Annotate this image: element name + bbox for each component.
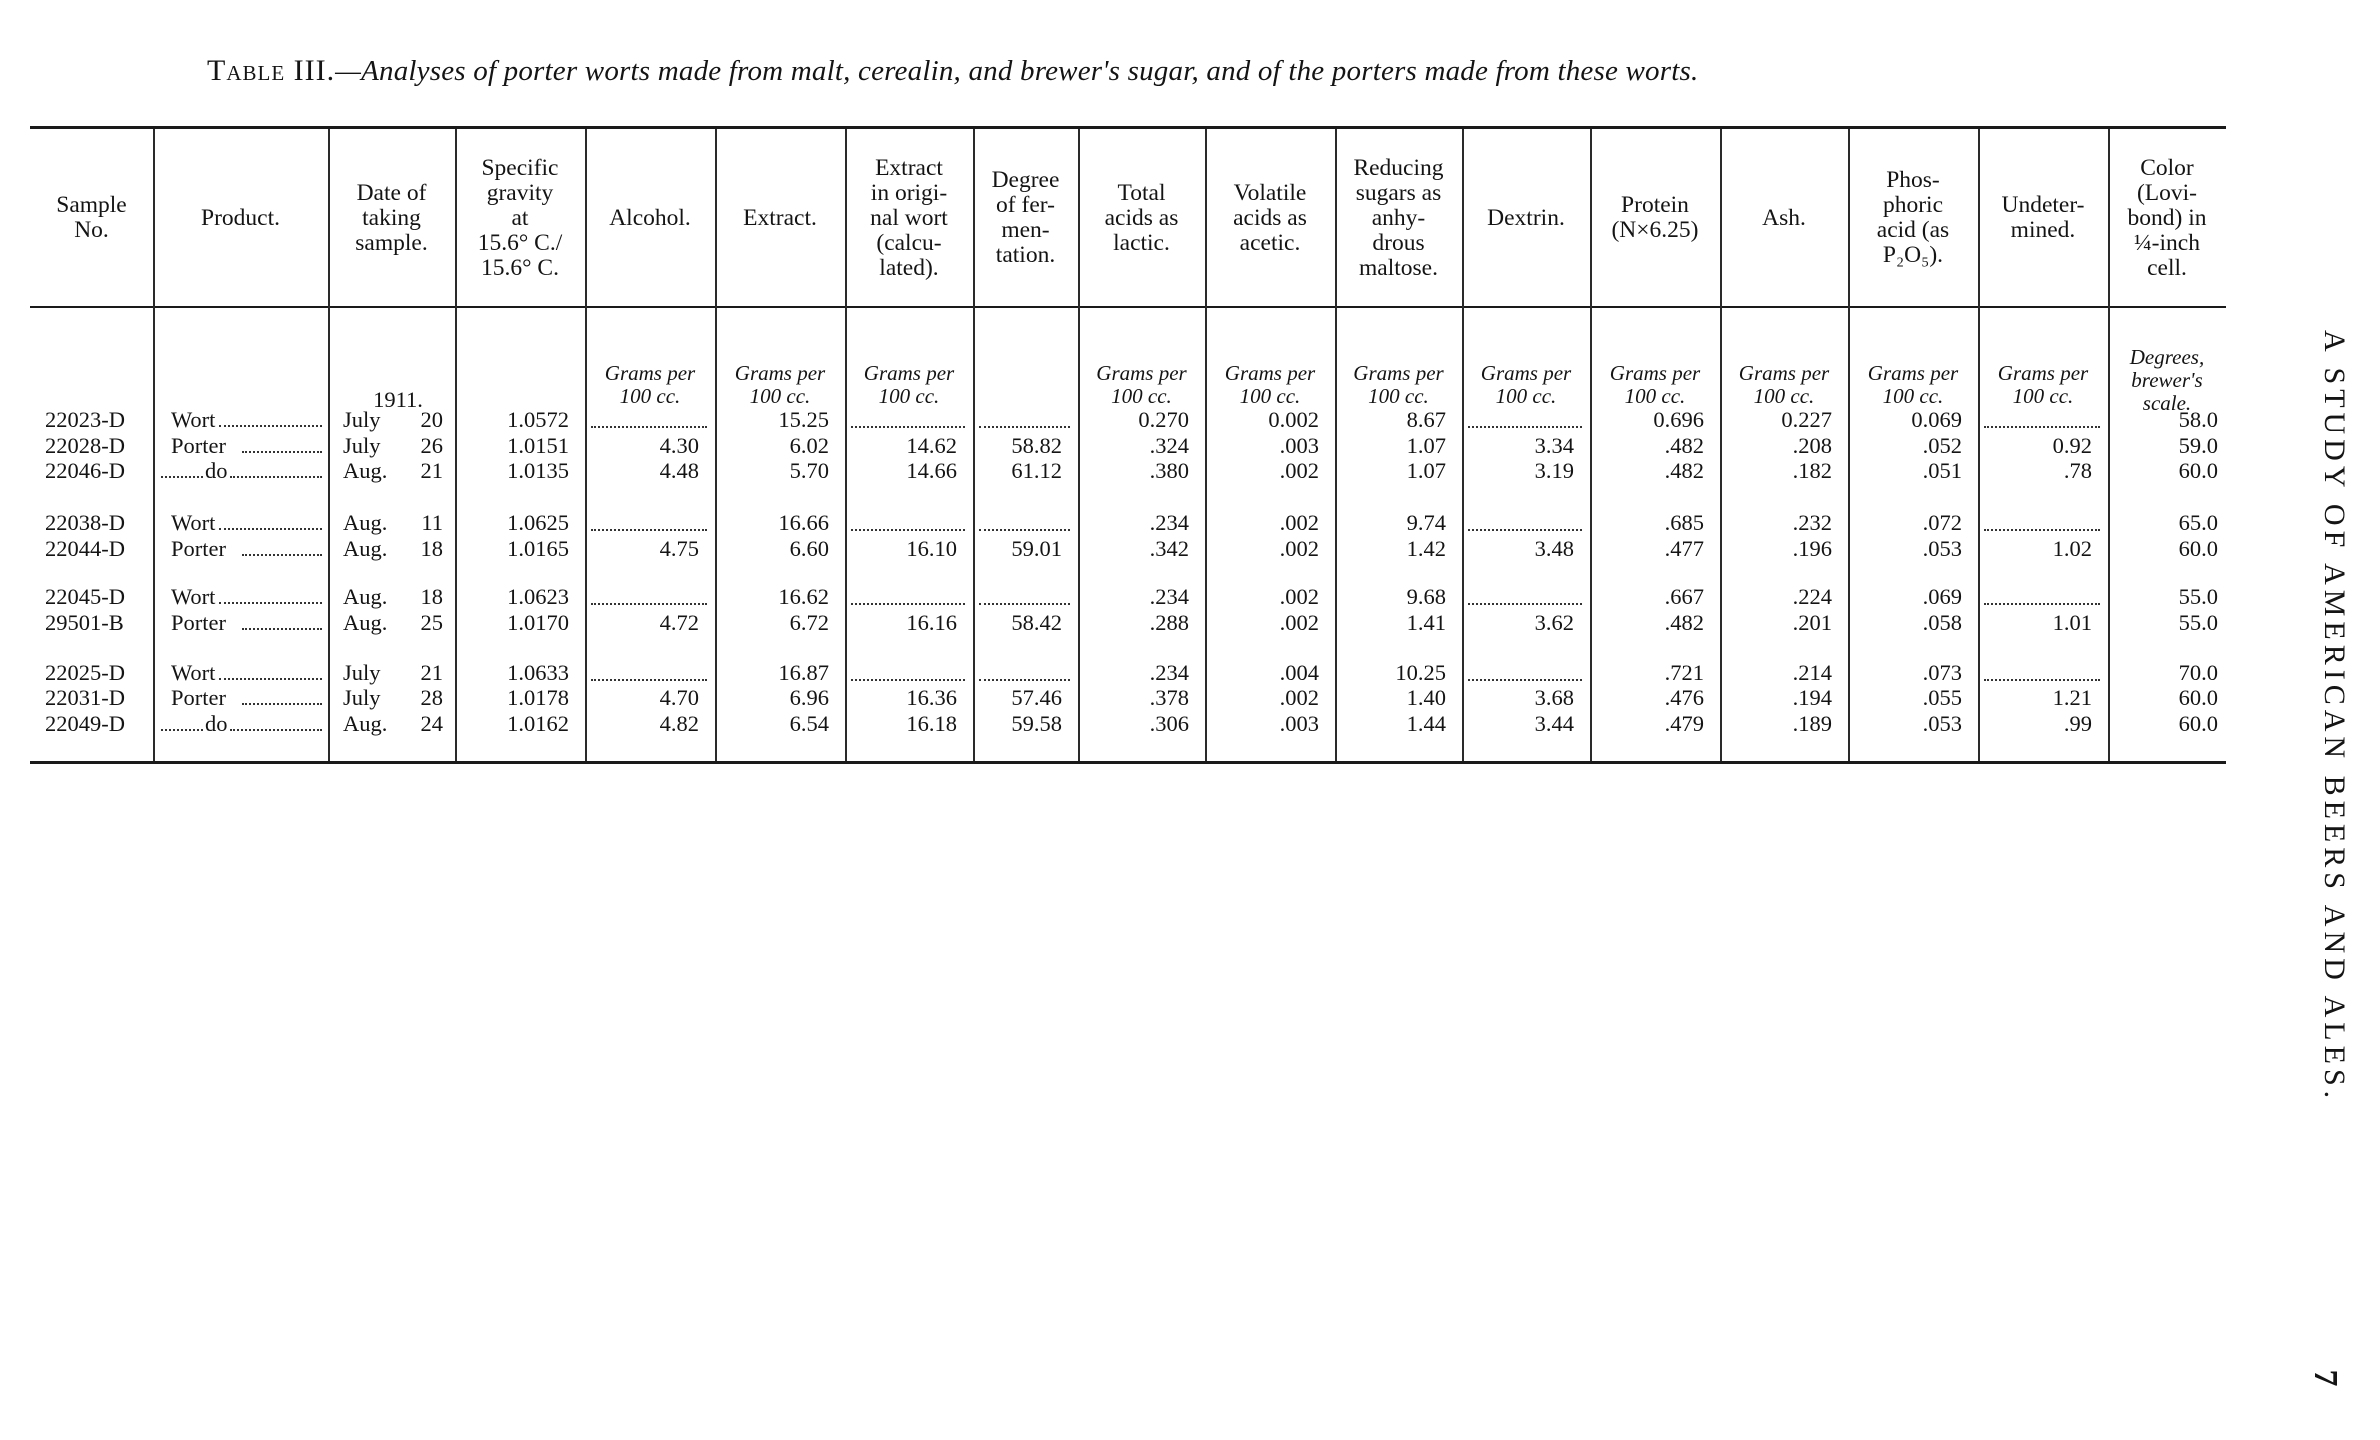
- column-header: Color (Lovi- bond) in ¼-inch cell.: [2127, 154, 2207, 281]
- date-day: 25: [420, 610, 443, 635]
- empty-cell: [851, 529, 965, 531]
- value-cell: 1.44: [1406, 711, 1446, 736]
- empty-cell: [1984, 603, 2100, 605]
- value-cell: .002: [1279, 584, 1319, 609]
- dot-leader: [219, 425, 322, 427]
- empty-cell: [979, 603, 1070, 605]
- value-cell: 0.069: [1911, 407, 1962, 432]
- date-month: Aug.: [343, 711, 388, 736]
- value-cell: 3.44: [1534, 711, 1574, 736]
- sample-no: 29501-B: [45, 610, 124, 635]
- sample-no: 22049-D: [45, 711, 125, 736]
- value-cell: .721: [1664, 660, 1704, 685]
- value-cell: .003: [1279, 433, 1319, 458]
- value-cell: .378: [1149, 685, 1189, 710]
- value-cell: .072: [1922, 510, 1962, 535]
- empty-cell: [591, 603, 707, 605]
- value-cell: 1.21: [2052, 685, 2092, 710]
- value-cell: 4.30: [659, 433, 699, 458]
- dot-leader: [242, 628, 322, 630]
- value-cell: .058: [1922, 610, 1962, 635]
- empty-cell: [851, 426, 965, 428]
- column-header: Volatile acids as acetic.: [1233, 179, 1307, 256]
- date-day: 28: [420, 685, 443, 710]
- value-cell: 55.0: [2178, 584, 2218, 609]
- value-cell: 3.19: [1534, 458, 1574, 483]
- table-top-rule: [30, 126, 2226, 129]
- date-day: 18: [420, 536, 443, 561]
- dot-leader: [161, 729, 203, 731]
- value-cell: .182: [1792, 458, 1832, 483]
- column-header: Undeter- mined.: [2001, 192, 2085, 243]
- value-cell: .051: [1922, 458, 1962, 483]
- value-cell: 6.60: [789, 536, 829, 561]
- value-cell: 61.12: [1011, 458, 1062, 483]
- date-day: 20: [420, 407, 443, 432]
- unit-label: Grams per 100 cc.: [1096, 361, 1187, 408]
- empty-cell: [851, 679, 965, 681]
- date-day: 21: [420, 458, 443, 483]
- value-cell: .324: [1149, 433, 1189, 458]
- value-cell: 55.0: [2178, 610, 2218, 635]
- caption-text: —Analyses of porter worts made from malt, cerealin, and brewer's sugar, and of the porters made from these worts.: [335, 55, 1699, 87]
- value-cell: 65.0: [2178, 510, 2218, 535]
- value-cell: 58.82: [1011, 433, 1062, 458]
- column-header: Alcohol.: [609, 204, 691, 231]
- value-cell: 3.62: [1534, 610, 1574, 635]
- value-cell: .234: [1149, 510, 1189, 535]
- value-cell: .476: [1664, 685, 1704, 710]
- value-cell: 59.01: [1011, 536, 1062, 561]
- dot-leader: [242, 554, 322, 556]
- unit-label: Grams per 100 cc.: [863, 361, 955, 408]
- value-cell: 4.75: [659, 536, 699, 561]
- value-cell: 59.0: [2178, 433, 2218, 458]
- value-cell: 1.0625: [507, 510, 569, 535]
- table-bottom-rule: [30, 761, 2226, 764]
- value-cell: 4.70: [659, 685, 699, 710]
- dot-leader: [219, 602, 322, 604]
- value-cell: .069: [1922, 584, 1962, 609]
- value-cell: 16.10: [906, 536, 957, 561]
- dot-leader: [219, 528, 322, 530]
- unit-label: Grams per 100 cc.: [1480, 361, 1572, 408]
- empty-cell: [1468, 426, 1582, 428]
- value-cell: .306: [1149, 711, 1189, 736]
- value-cell: 1.0151: [507, 433, 569, 458]
- empty-cell: [591, 679, 707, 681]
- product-name: Wort: [171, 584, 216, 609]
- value-cell: .004: [1279, 660, 1319, 685]
- value-cell: .234: [1149, 660, 1189, 685]
- dot-leader: [230, 476, 322, 478]
- value-cell: 1.02: [2052, 536, 2092, 561]
- value-cell: 1.07: [1406, 433, 1446, 458]
- value-cell: 16.87: [778, 660, 829, 685]
- value-cell: 4.48: [659, 458, 699, 483]
- value-cell: 1.41: [1406, 610, 1446, 635]
- value-cell: 60.0: [2178, 536, 2218, 561]
- value-cell: 60.0: [2178, 685, 2218, 710]
- value-cell: .78: [2063, 458, 2092, 483]
- value-cell: .685: [1664, 510, 1704, 535]
- value-cell: .224: [1792, 584, 1832, 609]
- unit-label: Grams per 100 cc.: [734, 361, 826, 408]
- value-cell: .201: [1792, 610, 1832, 635]
- unit-label: Degrees, brewer's scale.: [2129, 345, 2205, 415]
- product-name: do: [205, 458, 228, 483]
- value-cell: .002: [1279, 458, 1319, 483]
- value-cell: .002: [1279, 510, 1319, 535]
- date-day: 26: [420, 433, 443, 458]
- empty-cell: [851, 603, 965, 605]
- value-cell: .234: [1149, 584, 1189, 609]
- unit-label: Grams per 100 cc.: [1867, 361, 1959, 408]
- value-cell: 0.696: [1653, 407, 1704, 432]
- value-cell: .667: [1664, 584, 1704, 609]
- sample-no: 22045-D: [45, 584, 125, 609]
- value-cell: .002: [1279, 685, 1319, 710]
- date-day: 24: [420, 711, 443, 736]
- value-cell: .214: [1792, 660, 1832, 685]
- value-cell: .479: [1664, 711, 1704, 736]
- value-cell: 1.0623: [507, 584, 569, 609]
- unit-label: Grams per 100 cc.: [1738, 361, 1830, 408]
- value-cell: .003: [1279, 711, 1319, 736]
- value-cell: .482: [1664, 458, 1704, 483]
- value-cell: .342: [1149, 536, 1189, 561]
- value-cell: .189: [1792, 711, 1832, 736]
- value-cell: 3.48: [1534, 536, 1574, 561]
- date-day: 18: [420, 584, 443, 609]
- empty-cell: [591, 529, 707, 531]
- value-cell: 8.67: [1406, 407, 1446, 432]
- value-cell: .196: [1792, 536, 1832, 561]
- date-day: 11: [421, 510, 443, 535]
- value-cell: 5.70: [789, 458, 829, 483]
- column-header: Total acids as lactic.: [1104, 179, 1179, 256]
- sample-no: 22038-D: [45, 510, 125, 535]
- product-name: do: [205, 711, 228, 736]
- value-cell: 1.42: [1406, 536, 1446, 561]
- value-cell: 1.01: [2052, 610, 2092, 635]
- empty-cell: [1984, 426, 2100, 428]
- sample-no: 22025-D: [45, 660, 125, 685]
- value-cell: 16.66: [778, 510, 829, 535]
- column-header: Reducing sugars as anhy- drous maltose.: [1353, 154, 1444, 281]
- column-header: Protein (N×6.25): [1611, 192, 1699, 243]
- empty-cell: [591, 426, 707, 428]
- empty-cell: [1468, 603, 1582, 605]
- value-cell: .380: [1149, 458, 1189, 483]
- value-cell: 1.0170: [507, 610, 569, 635]
- table-caption: [207, 54, 2107, 88]
- sample-no: 22046-D: [45, 458, 125, 483]
- value-cell: .052: [1922, 433, 1962, 458]
- product-name: Wort: [171, 407, 216, 432]
- empty-cell: [1984, 529, 2100, 531]
- value-cell: 3.34: [1534, 433, 1574, 458]
- product-name: Porter: [171, 433, 226, 458]
- value-cell: 15.25: [778, 407, 829, 432]
- value-cell: 70.0: [2178, 660, 2218, 685]
- value-cell: 1.40: [1406, 685, 1446, 710]
- product-name: Porter: [171, 685, 226, 710]
- value-cell: 1.0572: [507, 407, 569, 432]
- value-cell: 1.0633: [507, 660, 569, 685]
- value-cell: .482: [1664, 433, 1704, 458]
- sample-no: 22044-D: [45, 536, 125, 561]
- value-cell: 0.002: [1268, 407, 1319, 432]
- date-month: Aug.: [343, 536, 388, 561]
- sample-no: 22023-D: [45, 407, 125, 432]
- column-header: Extract.: [743, 204, 817, 231]
- empty-cell: [979, 529, 1070, 531]
- dot-leader: [242, 451, 322, 453]
- value-cell: 59.58: [1011, 711, 1062, 736]
- value-cell: 6.54: [789, 711, 829, 736]
- value-cell: 9.68: [1406, 584, 1446, 609]
- date-month: Aug.: [343, 510, 388, 535]
- value-cell: .208: [1792, 433, 1832, 458]
- running-head: A STUDY OF AMERICAN BEERS AND ALES.: [2318, 330, 2351, 1104]
- column-header: Product.: [201, 204, 280, 231]
- value-cell: 58.0: [2178, 407, 2218, 432]
- value-cell: 16.16: [906, 610, 957, 635]
- value-cell: .477: [1664, 536, 1704, 561]
- sample-no: 22028-D: [45, 433, 125, 458]
- value-cell: 1.0162: [507, 711, 569, 736]
- value-cell: .99: [2063, 711, 2092, 736]
- value-cell: 6.96: [789, 685, 829, 710]
- column-header: Date of taking sample.: [355, 179, 428, 256]
- value-cell: 4.72: [659, 610, 699, 635]
- empty-cell: [1984, 679, 2100, 681]
- unit-label: Grams per 100 cc.: [604, 361, 696, 408]
- unit-label: Grams per 100 cc.: [1609, 361, 1701, 408]
- date-month: Aug.: [343, 458, 388, 483]
- date-month: July: [343, 433, 381, 458]
- value-cell: .194: [1792, 685, 1832, 710]
- sample-no: 22031-D: [45, 685, 125, 710]
- empty-cell: [1468, 679, 1582, 681]
- value-cell: .053: [1922, 536, 1962, 561]
- dot-leader: [242, 703, 322, 705]
- value-cell: 0.227: [1781, 407, 1832, 432]
- dot-leader: [161, 476, 203, 478]
- product-name: Porter: [171, 610, 226, 635]
- date-month: July: [343, 660, 381, 685]
- value-cell: 1.0178: [507, 685, 569, 710]
- unit-label: Grams per 100 cc.: [1224, 361, 1316, 408]
- value-cell: 60.0: [2178, 458, 2218, 483]
- column-header: Specific gravity at 15.6° C./ 15.6° C.: [477, 154, 563, 281]
- value-cell: 1.0135: [507, 458, 569, 483]
- empty-cell: [979, 426, 1070, 428]
- column-header: Degree of fer- men- tation.: [991, 167, 1060, 268]
- value-cell: 16.18: [906, 711, 957, 736]
- value-cell: .288: [1149, 610, 1189, 635]
- value-cell: .232: [1792, 510, 1832, 535]
- date-day: 21: [420, 660, 443, 685]
- value-cell: .073: [1922, 660, 1962, 685]
- value-cell: 60.0: [2178, 711, 2218, 736]
- value-cell: 9.74: [1406, 510, 1446, 535]
- date-month: July: [343, 407, 381, 432]
- date-month: Aug.: [343, 584, 388, 609]
- column-header: Phos- phoric acid (as P₂O₅).: [1876, 167, 1950, 268]
- product-name: Porter: [171, 536, 226, 561]
- product-name: Wort: [171, 510, 216, 535]
- column-header: Extract in origi- nal wort (calcu- lated).: [870, 154, 948, 281]
- value-cell: 57.46: [1011, 685, 1062, 710]
- value-cell: .482: [1664, 610, 1704, 635]
- value-cell: .053: [1922, 711, 1962, 736]
- value-cell: 6.02: [789, 433, 829, 458]
- value-cell: 4.82: [659, 711, 699, 736]
- column-header: Ash.: [1762, 204, 1806, 231]
- header-bottom-rule: [30, 306, 2226, 308]
- value-cell: 58.42: [1011, 610, 1062, 635]
- product-name: Wort: [171, 660, 216, 685]
- date-month: July: [343, 685, 381, 710]
- value-cell: 3.68: [1534, 685, 1574, 710]
- value-cell: .002: [1279, 536, 1319, 561]
- caption-label: Table III.: [207, 54, 336, 87]
- page-number: 7: [2307, 1369, 2344, 1387]
- value-cell: 6.72: [789, 610, 829, 635]
- value-cell: 16.62: [778, 584, 829, 609]
- unit-label: Grams per 100 cc.: [1997, 361, 2089, 408]
- empty-cell: [979, 679, 1070, 681]
- unit-label: Grams per 100 cc.: [1353, 361, 1444, 408]
- column-header: Dextrin.: [1487, 204, 1565, 231]
- value-cell: 0.92: [2052, 433, 2092, 458]
- value-cell: 1.07: [1406, 458, 1446, 483]
- dot-leader: [230, 729, 322, 731]
- date-month: Aug.: [343, 610, 388, 635]
- value-cell: 14.66: [906, 458, 957, 483]
- dot-leader: [219, 678, 322, 680]
- value-cell: 1.0165: [507, 536, 569, 561]
- value-cell: 0.270: [1138, 407, 1189, 432]
- value-cell: 16.36: [906, 685, 957, 710]
- value-cell: 10.25: [1395, 660, 1446, 685]
- year-label: 1911.: [373, 387, 423, 412]
- value-cell: 14.62: [906, 433, 957, 458]
- empty-cell: [1468, 529, 1582, 531]
- value-cell: .055: [1922, 685, 1962, 710]
- value-cell: .002: [1279, 610, 1319, 635]
- column-header: Sample No.: [56, 192, 127, 243]
